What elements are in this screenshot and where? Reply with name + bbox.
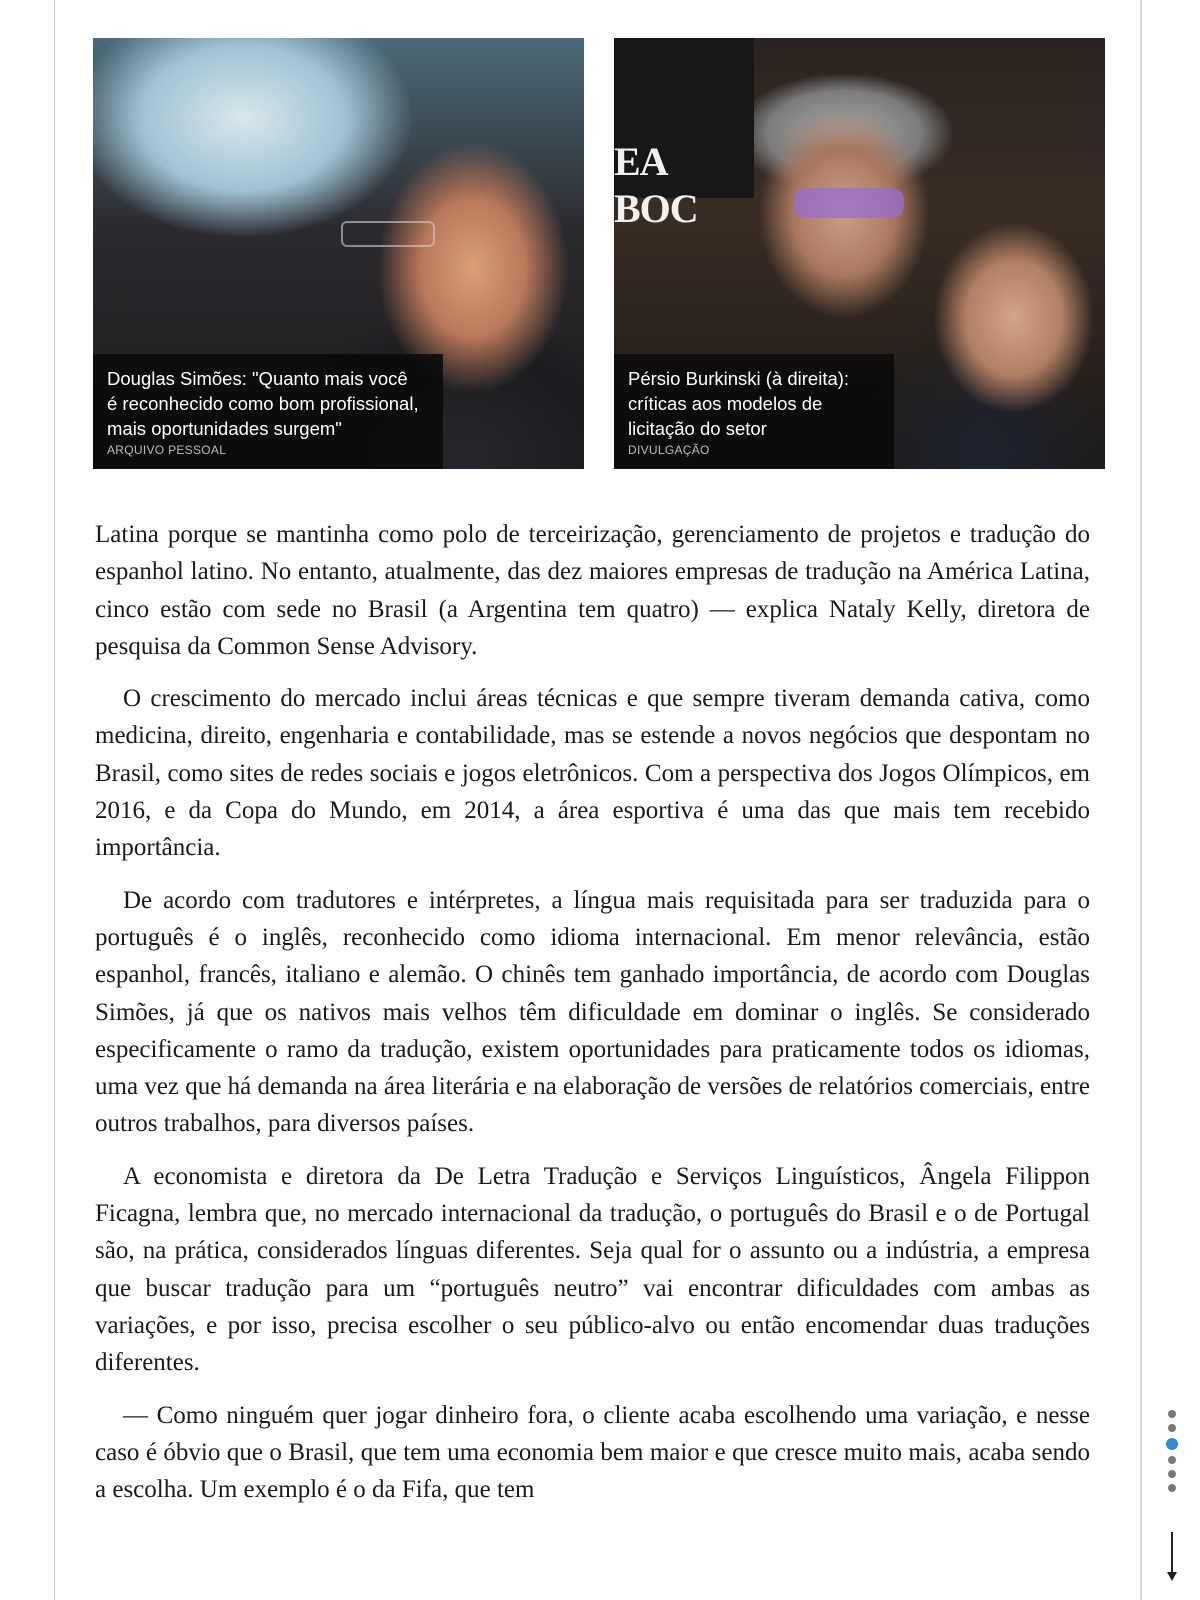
- page-dot[interactable]: [1168, 1484, 1176, 1492]
- photo-caption-text: Pérsio Burkinski (à direita): críticas aos modelos de licitação do setor: [628, 368, 850, 439]
- page-dot[interactable]: [1168, 1424, 1176, 1432]
- glasses-detail: [341, 221, 435, 247]
- page-dot[interactable]: [1168, 1410, 1176, 1418]
- article-paragraph: Latina porque se mantinha como polo de terceirização, gerenciamento de projetos e tradução do espanhol latino. No entanto, atualmente, das dez maiores empresas de tradução na América Latina, cinco estão com sede no Brasil (a Argentina tem quatro) — explica Nataly Kelly, diretora de pesquisa da Common Sense Advisory.: [95, 521, 1090, 660]
- photo-caption: [93, 354, 443, 469]
- article-paragraph: A economista e diretora da De Letra Tradução e Serviços Linguísticos, Ângela Filippon Ficagna, lembra que, no mercado internacional da tradução, o português do Brasil e o de Portugal são, na prática, considerados línguas diferentes. Seja qual for o assunto ou a indústria, a empresa que buscar tradução para um “português neutro” vai encontrar dificuldades com ambas as variações, e por isso, precisa escolher o seu público-alvo ou então encomendar duas traduções diferentes.: [95, 1162, 1090, 1377]
- sunglasses-detail: [794, 188, 904, 218]
- article-paragraph: O crescimento do mercado inclui áreas técnicas e que sempre tiveram demanda cativa, como medicina, direito, engenharia e contabilidade, mas se estende a novos negócios que despontam no Brasil, como sites de redes sociais e jogos eletrônicos. Com a perspectiva dos Jogos Olímpicos, em 2016, e da Copa do Mundo, em 2014, a área esportiva é uma das que mais tem recebido importância.: [95, 685, 1090, 862]
- event-banner: [614, 38, 754, 231]
- photo-credit: ARQUIVO PESSOAL: [107, 443, 227, 457]
- article-paragraph: — Como ninguém quer jogar dinheiro fora, o cliente acaba escolhendo uma variação, e nesse caso é óbvio que o Brasil, que tem uma economia bem maior e que cresce muito mais, acaba sendo a escolha. Um exemplo é o da Fifa, que tem: [95, 1401, 1090, 1504]
- photo-caption: [614, 354, 894, 469]
- left-margin-rule: [54, 0, 55, 1600]
- page-dot[interactable]: [1168, 1470, 1176, 1478]
- photo-douglas-simoes: [93, 38, 584, 469]
- photo-persio-burkinski: [614, 38, 1105, 469]
- page-dot-active[interactable]: [1166, 1438, 1178, 1450]
- photo-caption-text: Douglas Simões: "Quanto mais você é reconhecido como bom profissional, mais oportunidades surgem": [107, 368, 419, 439]
- page-indicator: [1165, 1410, 1179, 1498]
- down-arrow-icon[interactable]: [1166, 1532, 1178, 1582]
- page-dot[interactable]: [1168, 1456, 1176, 1464]
- right-margin-rule: [1140, 0, 1142, 1600]
- photo-credit: DIVULGAÇÃO: [628, 443, 710, 457]
- article-paragraph: De acordo com tradutores e intérpretes, a língua mais requisitada para ser traduzida para o português é o inglês, reconhecido como idioma internacional. Em menor relevância, estão espanhol, francês, italiano e alemão. O chinês tem ganhado importância, de acordo com Douglas Simões, já que os nativos mais velhos têm dificuldade em dominar o inglês. Se considerado especificamente o ramo da tradução, existem oportunidades para praticamente todos os idiomas, uma vez que há demanda na área literária e na elaboração de versões de relatórios comerciais, entre outros trabalhos, para diversos países.: [95, 886, 1090, 1138]
- event-banner-text: EA BOC: [614, 139, 698, 231]
- article-body: [95, 516, 1090, 1523]
